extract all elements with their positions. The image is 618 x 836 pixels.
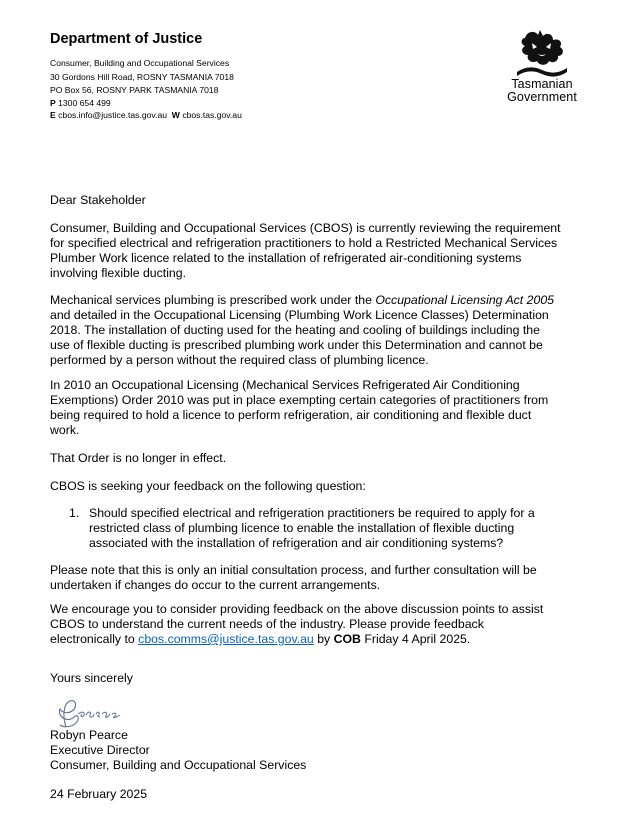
- paragraph-2010-order: [50, 378, 590, 438]
- paragraph-consultation-note: [50, 563, 590, 593]
- paragraph-line: Consumer, Building and Occupational Services (CBOS) is currently reviewing the requirement: [50, 221, 561, 235]
- handwritten-signature: [52, 697, 142, 731]
- paragraph-line: 2018. The installation of ducting used for the heating and cooling of buildings including the: [50, 323, 540, 337]
- feedback-email-link[interactable]: cbos.comms@justice.tas.gov.au: [138, 632, 314, 646]
- paragraph-text: by: [313, 632, 334, 646]
- signatory-title: Executive Director: [50, 743, 150, 757]
- paragraph-line: CBOS to understand the current needs of the industry. Please provide feedback: [50, 617, 484, 631]
- cob-text: COB: [333, 632, 361, 646]
- paragraph-line: Please note that this is only an initial consultation process, and further consultation will be: [50, 563, 537, 577]
- question-line: Should specified electrical and refrigeration practitioners be required to apply for a: [89, 506, 535, 520]
- question-line: restricted class of plumbing licence to enable the installation of flexible ducting: [89, 521, 515, 535]
- paragraph-line: and detailed in the Occupational Licensing (Plumbing Work Licence Classes) Determination: [50, 308, 549, 322]
- paragraph-encourage-feedback: [50, 602, 590, 647]
- logo-text-government: Government: [507, 90, 577, 104]
- street-address: 30 Gordons Hill Road, ROSNY TASMANIA 7018: [50, 72, 234, 82]
- paragraph-line: for specified electrical and refrigeration practitioners to hold a Restricted Mechanical Services: [50, 236, 558, 250]
- paragraph-line: involving flexible ducting.: [50, 266, 187, 280]
- web-label: W: [171, 110, 180, 120]
- signatory-block: [50, 728, 590, 773]
- act-title: Occupational Licensing Act 2005: [375, 293, 554, 307]
- paragraph-line: work.: [50, 423, 80, 437]
- paragraph-line: Plumber Work licence related to the installation of refrigerated air-conditioning systems: [50, 251, 522, 265]
- question-text: [89, 506, 589, 551]
- paragraph-line: [50, 293, 590, 308]
- paragraph-text: electronically to: [50, 632, 139, 646]
- paragraph-line: [50, 632, 590, 647]
- paragraph-line: use of flexible ducting is prescribed plumbing work under this Determination and cannot be: [50, 338, 543, 352]
- paragraph-line: performed by a person without the required class of plumbing licence.: [50, 353, 429, 367]
- question-line: associated with the installation of refrigeration and air conditioning systems?: [89, 536, 504, 550]
- letter-date: 24 February 2025: [50, 787, 148, 801]
- paragraph-line: being required to hold a licence to perform refrigeration, air conditioning and flexible duct: [50, 408, 532, 422]
- po-box-address: PO Box 56, ROSNY PARK TASMANIA 7018: [50, 85, 219, 95]
- tasmanian-government-logo: [496, 28, 588, 104]
- deadline-text: Friday 4 April 2025.: [360, 632, 471, 646]
- paragraph-line: In 2010 an Occupational Licensing (Mechanical Services Refrigerated Air Conditioning: [50, 378, 520, 392]
- division-name: Consumer, Building and Occupational Services: [50, 58, 230, 68]
- paragraph-prescribed-work: [50, 293, 590, 368]
- logo-text-tasmanian: Tasmanian: [511, 77, 573, 91]
- paragraph-review-intro: [50, 221, 590, 281]
- paragraph-order-status: That Order is no longer in effect.: [50, 451, 227, 465]
- phone-number: 1300 654 499: [58, 98, 111, 108]
- paragraph-line: undertaken if changes do occur to the current arrangements.: [50, 578, 381, 592]
- closing: Yours sincerely: [50, 671, 133, 685]
- paragraph-text: Mechanical services plumbing is prescribed work under the: [50, 293, 376, 307]
- salutation: Dear Stakeholder: [50, 193, 146, 207]
- signatory-organisation: Consumer, Building and Occupational Services: [50, 758, 307, 772]
- department-title: Department of Justice: [50, 31, 203, 47]
- paragraph-feedback-request: CBOS is seeking your feedback on the following question:: [50, 479, 366, 493]
- web-address: cbos.tas.gov.au: [182, 110, 242, 120]
- paragraph-line: Exemptions) Order 2010 was put in place exempting certain categories of practitioners from: [50, 393, 549, 407]
- tasmanian-devil-icon: [513, 28, 571, 78]
- email-address: cbos.info@justice.tas.gov.au: [58, 110, 168, 120]
- signatory-name: Robyn Pearce: [50, 728, 128, 742]
- phone-label: P: [50, 98, 56, 108]
- paragraph-line: We encourage you to consider providing feedback on the above discussion points to assist: [50, 602, 544, 616]
- email-label: E: [50, 110, 56, 120]
- question-number: 1.: [69, 506, 80, 520]
- contact-line: [50, 109, 242, 122]
